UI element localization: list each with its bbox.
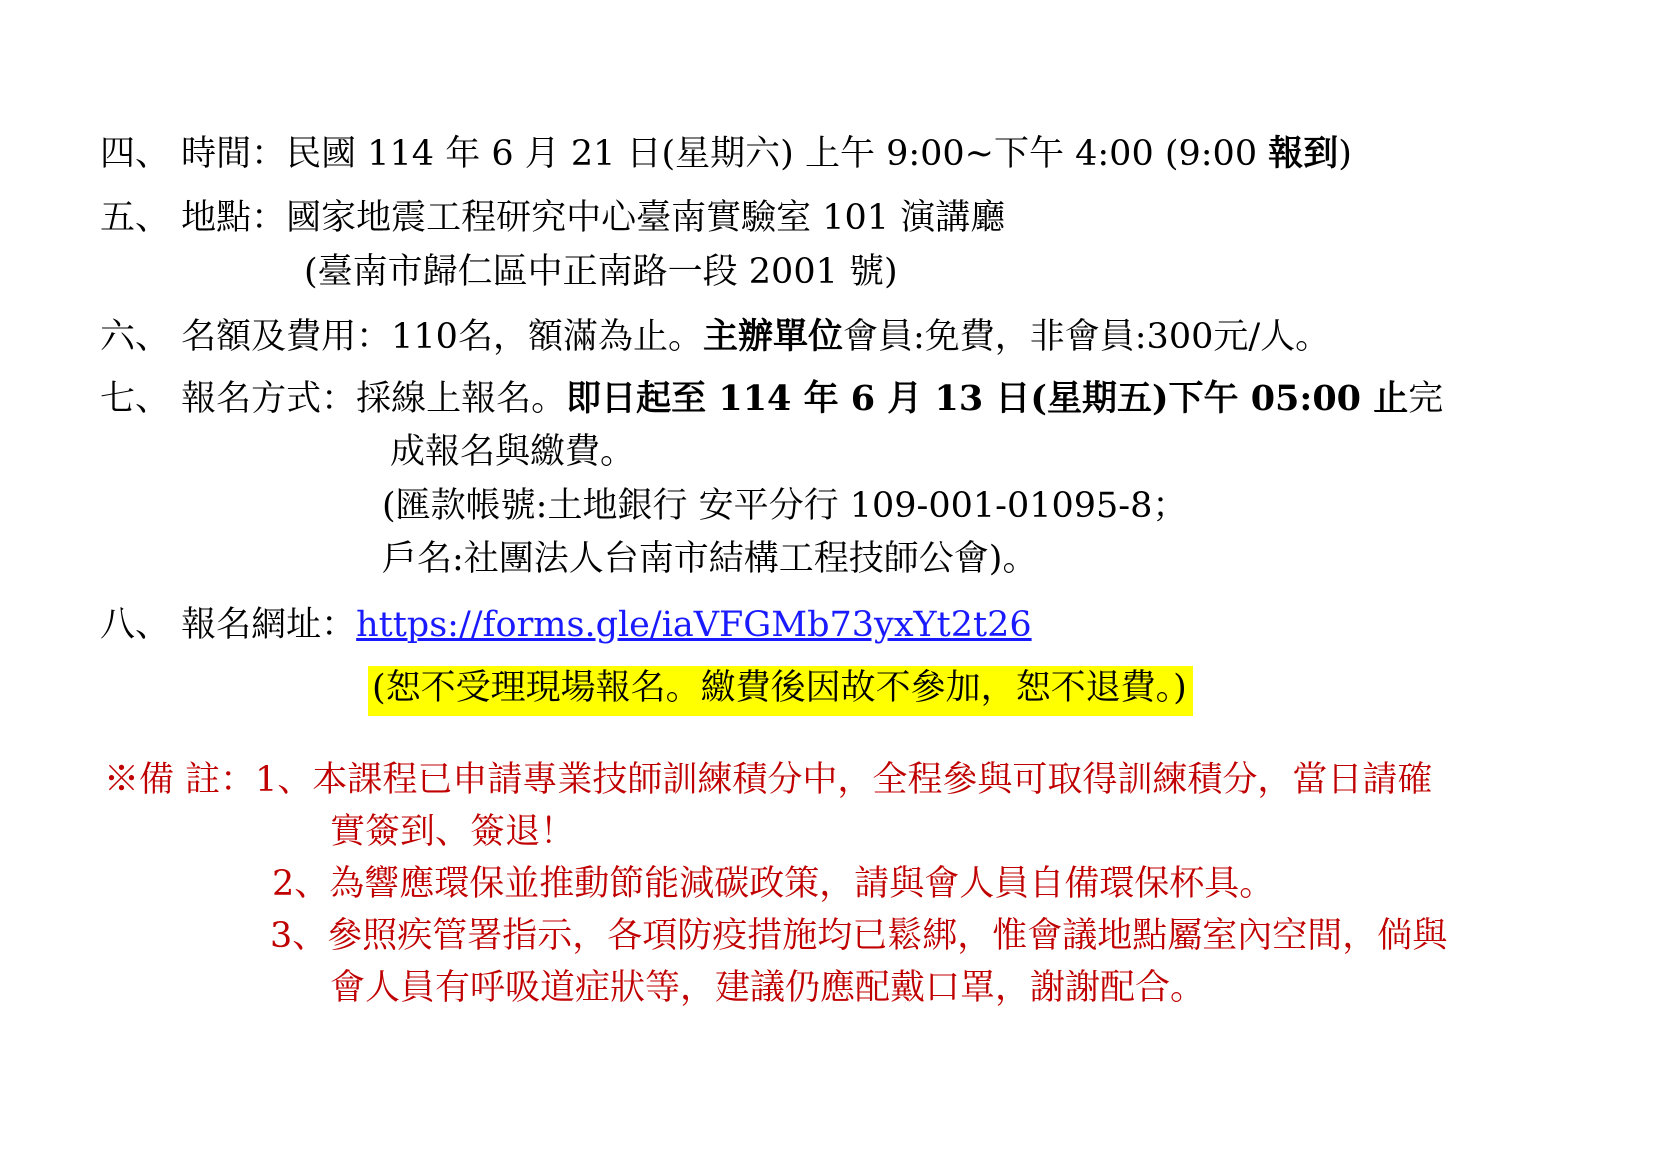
item-place — [100, 196, 1005, 240]
register-text: 採線上報名。 — [356, 379, 567, 419]
remarks-label: ※備 註： — [104, 760, 256, 800]
quota-text: 110名，額滿為止。 — [391, 317, 703, 357]
url-label: 八、 報名網址： — [100, 605, 357, 645]
quota-fee: 會員:免費，非會員:300元/人。 — [842, 317, 1331, 357]
remark-1-cont: 實簽到、簽退！ — [330, 812, 576, 852]
time-text: 民國 114 年 6 月 21 日(星期六) 上午 9:00~下午 4:00 (9:00 — [286, 134, 1269, 174]
quota-label: 六、 名額及費用： — [100, 317, 392, 357]
time-checkin: 報到 — [1268, 133, 1339, 174]
time-close: ) — [1338, 134, 1352, 174]
place-venue: 國家地震工程研究中心臺南實驗室 101 演講廳 — [286, 198, 1006, 238]
registration-link[interactable]: https://forms.gle/iaVFGMb73yxYt2t26 — [356, 605, 1032, 645]
remarks-line1 — [104, 758, 1432, 802]
register-deadline: 即日起至 114 年 6 月 13 日(星期五)下午 05:00 止 — [566, 378, 1409, 419]
register-label: 七、 報名方式： — [100, 379, 357, 419]
time-label: 四、 時間： — [100, 134, 287, 174]
register-cont: 完 — [1408, 379, 1444, 419]
remark-2: 2、為響應環保並推動節能減碳政策，請與會人員自備環保杯具。 — [272, 864, 1275, 904]
register-account: (匯款帳號:土地銀行 安平分行 109-001-01095-8； — [382, 486, 1188, 526]
place-address: (臺南市歸仁區中正南路一段 2001 號) — [304, 252, 898, 292]
no-refund-notice: (恕不受理現場報名。繳費後因故不參加，恕不退費。) — [368, 666, 1193, 716]
remark-1: 1、本課程已申請專業技師訓練積分中，全程參與可取得訓練積分，當日請確 — [255, 760, 1433, 800]
item-register — [100, 377, 1443, 421]
register-account-name: 戶名:社團法人台南市結構工程技師公會)。 — [382, 539, 1038, 579]
notice-line — [368, 666, 1193, 710]
register-line2: 成報名與繳費。 — [390, 432, 636, 472]
quota-organizer: 主辦單位 — [702, 316, 843, 357]
item-time — [100, 132, 1352, 176]
item-quota — [100, 315, 1330, 359]
place-label: 五、 地點： — [100, 198, 287, 238]
item-url — [100, 603, 1032, 647]
remark-3: 3、參照疾管署指示，各項防疫措施均已鬆綁，惟會議地點屬室內空間，倘與 — [270, 916, 1448, 956]
remark-3-cont: 會人員有呼吸道症狀等，建議仍應配戴口罩，謝謝配合。 — [330, 968, 1206, 1008]
